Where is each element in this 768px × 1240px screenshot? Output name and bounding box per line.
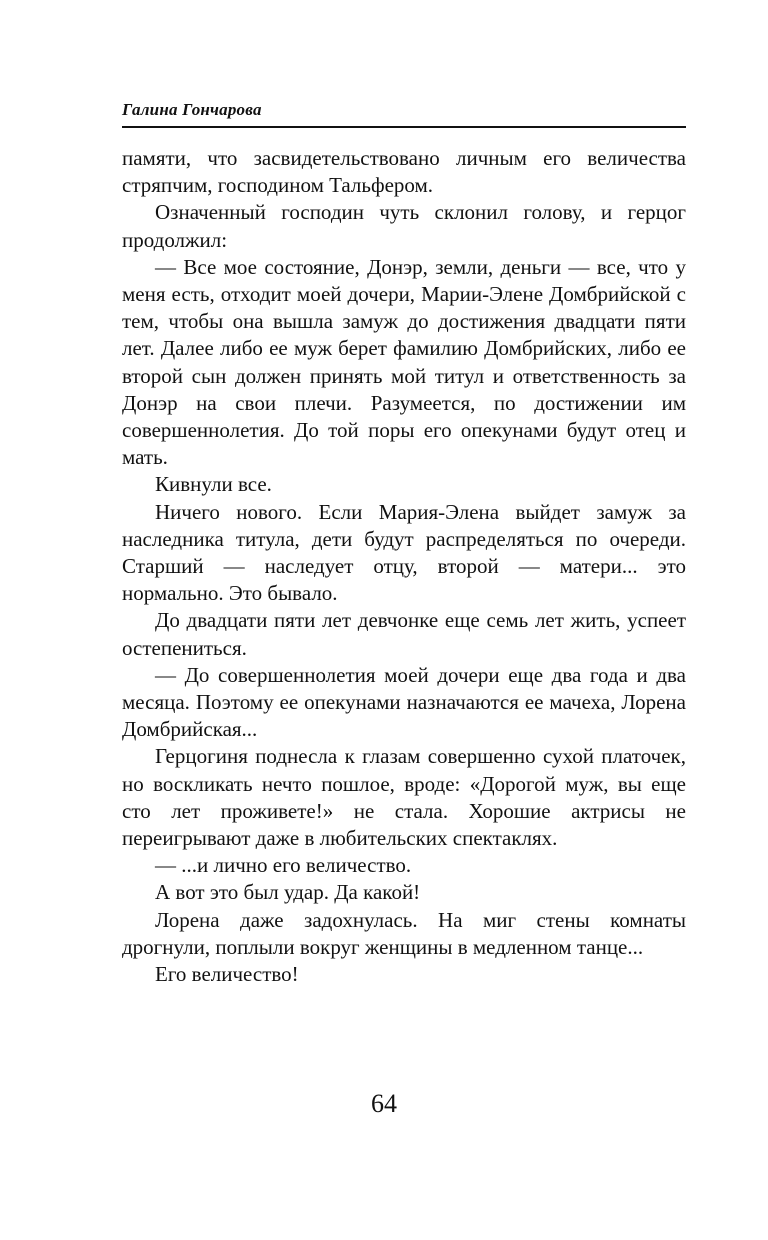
paragraph: А вот это был удар. Да какой! bbox=[155, 880, 421, 905]
paragraph: Ничего нового. Если Мария-Элена выйдет замуж за наследника титула, дети будут распределяться по очереди. Старший — наследует отцу, второй — матери... это нормально. Это бывало. bbox=[122, 499, 686, 606]
running-head-author: Галина Гончарова bbox=[122, 100, 262, 119]
paragraph: Его величество! bbox=[155, 962, 299, 987]
page-number: 64 bbox=[371, 1089, 397, 1118]
body-text bbox=[122, 145, 686, 988]
paragraph: Означенный господин чуть склонил голову, и герцог продолжил: bbox=[122, 200, 686, 252]
paragraph: Кивнули все. bbox=[155, 472, 272, 497]
paragraph: До двадцати пяти лет девчонке еще семь лет жить, успеет остепениться. bbox=[122, 608, 686, 660]
header-rule bbox=[122, 126, 686, 128]
paragraph: — ...и лично его величество. bbox=[155, 853, 412, 878]
paragraph: — До совершеннолетия моей дочери еще два года и два месяца. Поэтому ее опекунами назначаются ее мачеха, Лорена Домбрийская... bbox=[122, 662, 686, 742]
paragraph: памяти, что засвидетельствовано личным его величества стряпчим, господином Тальфером. bbox=[122, 146, 686, 198]
paragraph: — Все мое состояние, Донэр, земли, деньги — все, что у меня есть, отходит моей дочери, Марии-Элене Домбрийской с тем, чтобы она вышла замуж до достижения двадцати пяти лет. Далее либо ее муж берет фамилию Домбрийских, либо ее второй сын должен принять мой титул и ответственность за Донэр на свои плечи. Разумеется, по достижении им совершеннолетия. До той поры его опекунами будут отец и мать. bbox=[122, 254, 686, 470]
paragraph: Лорена даже задохнулась. На миг стены комнаты дрогнули, поплыли вокруг женщины в медленном танце... bbox=[122, 907, 686, 959]
paragraph: Герцогиня поднесла к глазам совершенно сухой платочек, но воскликать нечто пошлое, вроде: «Дорогой муж, вы еще сто лет проживете!» не стала. Хорошие актрисы не переигрывают даже в любительских спектаклях. bbox=[122, 744, 686, 851]
